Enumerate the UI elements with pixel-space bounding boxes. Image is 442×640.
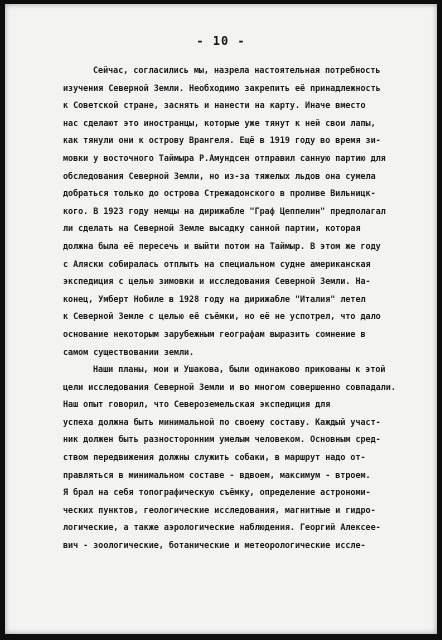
page-number: - 10 - xyxy=(196,34,246,48)
text-line: мовки у восточного Таймыра Р.Амундсен отправил санную партию для xyxy=(63,152,386,163)
text-line: к Советской стране, заснять и нанести на карту. Иначе вместо xyxy=(63,100,366,111)
text-line: к Северной Земле с целью её съёмки, но её не успотрел, что дало xyxy=(63,311,381,322)
text-line: с Аляски собиралась отплыть на специальном судне американская xyxy=(63,258,371,269)
text-line: правляться в минимальном составе - вдвоем, максимум - втроем. xyxy=(63,469,371,480)
text-line: успеха должна быть минимальной по своему составу. Каждый участ- xyxy=(63,416,381,427)
text-line: основание некоторым зарубежным географам выразить сомнение в xyxy=(63,328,366,339)
text-line: цели исследования Северной Земли и во многом совершенно совпадали. xyxy=(63,381,396,392)
text-line: как тянули они к острову Врангеля. Ещё в 1919 году во время зи- xyxy=(63,135,381,146)
text-line: экспедиция с целью зимовки и исследования Северной Земли. На- xyxy=(63,276,371,287)
text-line: нас сделают это иностранцы, которые уже тянут к ней свои лапы, xyxy=(63,117,376,128)
text-line: Наши планы, мои и Ушакова, были одинаково прикованы к этой xyxy=(93,364,386,375)
text-line: конец, Умберт Нобиле в 1928 году на дирижабле "Италия" летел xyxy=(63,293,366,304)
text-line: вич - зоологические, ботанические и метеорологические иссле- xyxy=(63,540,366,551)
text-line: ли сделать на Северной Земле высадку санной партии, которая xyxy=(63,223,361,234)
text-line: ческих пунктов, геологические исследования, магнитные и гидро- xyxy=(63,504,376,515)
text-line: должна была её пересечь и выйти потом на Таймыр. В этом же году xyxy=(63,240,381,251)
text-line: Сейчас, согласились мы, назрела настоятельная потребность xyxy=(93,65,381,75)
text-line: Наш опыт говорил, что Североземельская экспедиция для xyxy=(63,399,331,410)
body-text xyxy=(63,62,411,555)
text-line: логические, а также аэрологические наблюдения. Георгий Алексее- xyxy=(63,522,381,533)
typewritten-page xyxy=(5,4,437,634)
text-line: кого. В 1923 году немцы на дирижабле "Граф Цеппелин" предполагал xyxy=(63,205,386,216)
text-line: изучения Северной Земли. Необходимо закрепить её принадлежность xyxy=(63,82,381,93)
text-line: добраться только до острова Стрежадонского в проливе Вильницк- xyxy=(63,188,376,199)
text-line: самом существовании земли. xyxy=(63,346,195,357)
text-line: ник должен быть разносторонним умелым человеком. Основным сред- xyxy=(63,434,381,445)
text-line: ством передвижения должны служить собаки, в маршрут надо от- xyxy=(63,452,366,463)
text-line: обследования Северной Земли, но из-за тяжелых льдов она сумела xyxy=(63,170,376,181)
text-line: Я брал на себя топографическую съёмку, определение астрономи- xyxy=(63,487,371,498)
